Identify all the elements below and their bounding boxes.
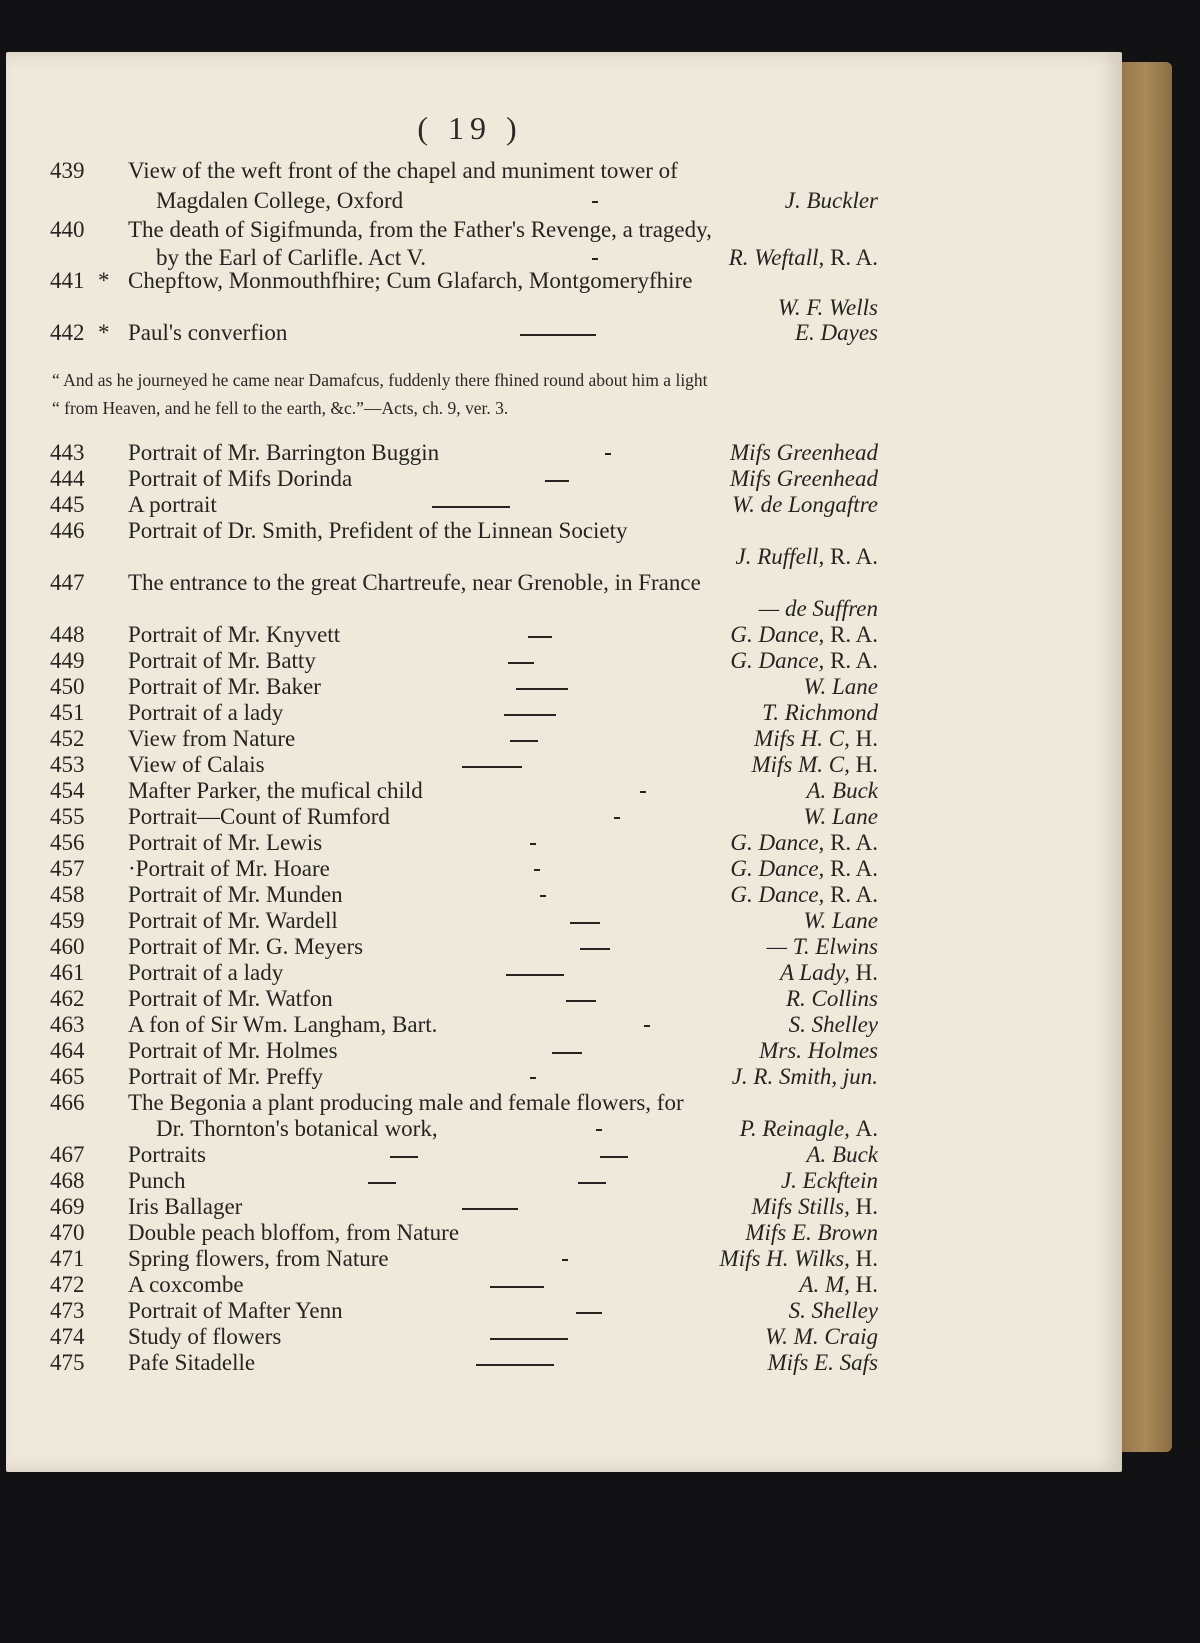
- entry-number: 457: [50, 856, 85, 881]
- leader-rule: [578, 1182, 606, 1184]
- leader-dash: [530, 1077, 536, 1079]
- entry-artist: R. Weftall, R. A.: [728, 245, 878, 270]
- entry-title: by the Earl of Carlifle. Act V.: [156, 245, 426, 270]
- leader-dash: [530, 843, 536, 845]
- entry-artist: T. Richmond: [762, 700, 878, 725]
- leader-rule: [580, 948, 610, 950]
- leader-rule: [462, 1208, 518, 1210]
- quote-line-2: “ from Heaven, and he fell to the earth, &c.”—Acts, ch. 9, ver. 3.: [52, 398, 509, 418]
- entry-artist: S. Shelley: [788, 1012, 878, 1037]
- entry-artist: A. Buck: [806, 778, 878, 803]
- leader-dash: [562, 1259, 568, 1261]
- entry-number: 472: [50, 1272, 85, 1297]
- entry-number: 469: [50, 1194, 85, 1219]
- entry-number: 446: [50, 518, 85, 543]
- entry-number: 445: [50, 492, 85, 517]
- entry-title: Portrait of a lady: [128, 960, 284, 985]
- leader-dash: [614, 817, 620, 819]
- entry-title: Pafe Sitadelle: [128, 1350, 256, 1375]
- leader-dash: [605, 453, 611, 455]
- entry-title: Portrait of Mr. Munden: [128, 882, 343, 907]
- entry-number: 470: [50, 1220, 85, 1245]
- entry-number: 451: [50, 700, 85, 725]
- entry-artist: A Lady, H.: [780, 960, 878, 985]
- entry-title: Portrait of a lady: [128, 700, 284, 725]
- leader-dash: [644, 1025, 650, 1027]
- entry-artist: Mrs. Holmes: [759, 1038, 878, 1063]
- entry-artist: S. Shelley: [788, 1298, 878, 1323]
- leader-dash: [592, 258, 598, 260]
- entry-title: Chepftow, Monmouthfhire; Cum Glafarch, Montgomeryfhire: [128, 268, 693, 293]
- entry-artist: W. de Longaftre: [732, 492, 878, 517]
- entry-title: The death of Sigifmunda, from the Father's Revenge, a tragedy,: [128, 217, 712, 242]
- entry-title: Spring flowers, from Nature: [128, 1246, 389, 1271]
- entry-number: 443: [50, 440, 85, 465]
- entry-artist: J. Eckftein: [780, 1168, 878, 1193]
- entry-title: View of the weft front of the chapel and muniment tower of: [128, 158, 678, 183]
- entry-number: 449: [50, 648, 85, 673]
- entry-artist: Mifs H. C, H.: [754, 726, 878, 751]
- entry-number: 475: [50, 1350, 85, 1375]
- entry-title: Dr. Thornton's botanical work,: [156, 1116, 438, 1141]
- entry-artist: J. R. Smith, jun.: [731, 1064, 878, 1089]
- entry-title: Portrait of Mr. Baker: [128, 674, 321, 699]
- entry-number: 466: [50, 1090, 85, 1115]
- leader-rule: [566, 1000, 596, 1002]
- entry-artist: A. M, H.: [799, 1272, 878, 1297]
- entry-title: Paul's converfion: [128, 320, 288, 345]
- entry-number: 467: [50, 1142, 85, 1167]
- entry-number: 462: [50, 986, 85, 1011]
- entry-number: 456: [50, 830, 85, 855]
- entry-title: Portrait of Mr. Knyvett: [128, 622, 341, 647]
- leader-rule: [516, 688, 568, 690]
- asterisk-mark: *: [98, 268, 110, 293]
- entry-artist: J. Buckler: [784, 188, 878, 213]
- entry-artist: G. Dance, R. A.: [730, 882, 878, 907]
- entry-number: 458: [50, 882, 85, 907]
- entry-number: 455: [50, 804, 85, 829]
- entry-number: 454: [50, 778, 85, 803]
- entry-artist: W. Lane: [803, 908, 878, 933]
- leader-dash: [640, 791, 646, 793]
- entry-title: Study of flowers: [128, 1324, 282, 1349]
- leader-rule: [552, 1052, 582, 1054]
- leader-rule: [508, 662, 534, 664]
- entry-number: 471: [50, 1246, 85, 1271]
- entry-number: 460: [50, 934, 85, 959]
- entry-artist: G. Dance, R. A.: [730, 830, 878, 855]
- entry-title: A coxcombe: [128, 1272, 244, 1297]
- leader-rule: [490, 1286, 544, 1288]
- entry-artist: G. Dance, R. A.: [730, 648, 878, 673]
- asterisk-mark: *: [98, 320, 110, 345]
- leader-rule: [390, 1156, 418, 1158]
- entry-title: Portrait of Mr. Holmes: [128, 1038, 338, 1063]
- entry-artist: Mifs H. Wilks, H.: [719, 1246, 878, 1271]
- entry-artist: G. Dance, R. A.: [730, 622, 878, 647]
- entry-title: Portrait—Count of Rumford: [128, 804, 390, 829]
- entry-title: Double peach bloffom, from Nature: [128, 1220, 460, 1245]
- leader-rule: [506, 974, 564, 976]
- entry-441: [0, 268, 1200, 298]
- entry-title: Portrait of Mr. Watfon: [128, 986, 333, 1011]
- entry-artist: R. Collins: [785, 986, 878, 1011]
- leader-rule: [520, 334, 596, 336]
- leader-rule: [490, 1338, 568, 1340]
- leader-rule: [462, 766, 522, 768]
- entry-number: 464: [50, 1038, 85, 1063]
- entry-title: Portrait of Mr. G. Meyers: [128, 934, 364, 959]
- entry-artist: Mifs E. Brown: [745, 1220, 878, 1245]
- leader-rule: [576, 1312, 602, 1314]
- entry-title: Portrait of Dr. Smith, Prefident of the Linnean Society: [128, 518, 628, 543]
- entry-number: 441: [50, 268, 85, 293]
- entry-artist: W. M. Craig: [765, 1324, 878, 1349]
- entry-artist: A. Buck: [806, 1142, 878, 1167]
- entry-number: 453: [50, 752, 85, 777]
- entry-442: [0, 320, 1200, 350]
- entry-number: 463: [50, 1012, 85, 1037]
- entry-artist: W. Lane: [803, 674, 878, 699]
- leader-rule: [600, 1156, 628, 1158]
- entry-artist: P. Reinagle, A.: [739, 1116, 878, 1141]
- entry-439-cont: [0, 188, 1200, 218]
- leader-rule: [545, 480, 569, 482]
- leader-rule: [432, 506, 510, 508]
- entry-title: Iris Ballager: [128, 1194, 243, 1219]
- entry-number: 442: [50, 320, 85, 345]
- entry-title: View of Calais: [128, 752, 265, 777]
- leader-rule: [476, 1364, 554, 1366]
- leader-rule: [528, 636, 552, 638]
- leader-dash: [540, 895, 546, 897]
- entry-title: Magdalen College, Oxford: [156, 188, 404, 213]
- entry-title: Portrait of Mr. Preffy: [128, 1064, 324, 1089]
- entry-title: ·Portrait of Mr. Hoare: [128, 856, 330, 881]
- leader-dash: [534, 869, 540, 871]
- entry-title: Mafter Parker, the mufical child: [128, 778, 423, 803]
- entry-artist: Mifs Greenhead: [730, 440, 878, 465]
- entry-439: [0, 158, 1200, 188]
- entry-artist: — T. Elwins: [766, 934, 878, 959]
- leader-rule: [510, 740, 538, 742]
- entry-artist: Mifs M. C, H.: [751, 752, 878, 777]
- entry-title: Punch: [128, 1168, 186, 1193]
- entry-title: Portrait of Mr. Wardell: [128, 908, 338, 933]
- entry-title: Portrait of Mafter Yenn: [128, 1298, 343, 1323]
- entry-number: 447: [50, 570, 85, 595]
- entry-440: [0, 217, 1200, 247]
- entry-title: Portrait of Mr. Barrington Buggin: [128, 440, 440, 465]
- leader-rule: [504, 714, 556, 716]
- entry-artist: J. Ruffell, R. A.: [735, 544, 878, 569]
- entry-title: Portrait of Mr. Batty: [128, 648, 316, 673]
- entry-title: A fon of Sir Wm. Langham, Bart.: [128, 1012, 438, 1037]
- leader-rule: [570, 922, 600, 924]
- entry-number: 440: [50, 217, 85, 242]
- entry-artist: W. Lane: [803, 804, 878, 829]
- entry-number: 473: [50, 1298, 85, 1323]
- entry-artist: Mifs Stills, H.: [751, 1194, 878, 1219]
- entry-title: View from Nature: [128, 726, 296, 751]
- entry-number: 444: [50, 466, 85, 491]
- entry-title: Portrait of Mr. Lewis: [128, 830, 323, 855]
- quote-line-1: “ And as he journeyed he came near Damafcus, fuddenly there fhined round about him a light: [52, 370, 708, 390]
- entry-artist: E. Dayes: [794, 320, 878, 345]
- entry-artist: — de Suffren: [758, 596, 878, 621]
- entry-artist: G. Dance, R. A.: [730, 856, 878, 881]
- entry-artist: Mifs E. Safs: [767, 1350, 878, 1375]
- entry-number: 439: [50, 158, 85, 183]
- entry-title: Portraits: [128, 1142, 206, 1167]
- entry-number: 450: [50, 674, 85, 699]
- entry-number: 448: [50, 622, 85, 647]
- entry-artist: W. F. Wells: [777, 295, 878, 320]
- leader-dash: [592, 201, 598, 203]
- entry-number: 452: [50, 726, 85, 751]
- entry-number: 465: [50, 1064, 85, 1089]
- leader-rule: [368, 1182, 396, 1184]
- entry-title: Portrait of Mifs Dorinda: [128, 466, 353, 491]
- entry-title: The Begonia a plant producing male and female flowers, for: [128, 1090, 684, 1115]
- entry-475: [0, 1350, 1200, 1380]
- entry-number: 461: [50, 960, 85, 985]
- leader-dash: [596, 1129, 602, 1131]
- entry-artist: Mifs Greenhead: [730, 466, 878, 491]
- entry-number: 459: [50, 908, 85, 933]
- entry-number: 474: [50, 1324, 85, 1349]
- entry-title: A portrait: [128, 492, 217, 517]
- entry-number: 468: [50, 1168, 85, 1193]
- page-number: ( 19 ): [417, 110, 523, 146]
- entry-title: The entrance to the great Chartreufe, near Grenoble, in France: [128, 570, 701, 595]
